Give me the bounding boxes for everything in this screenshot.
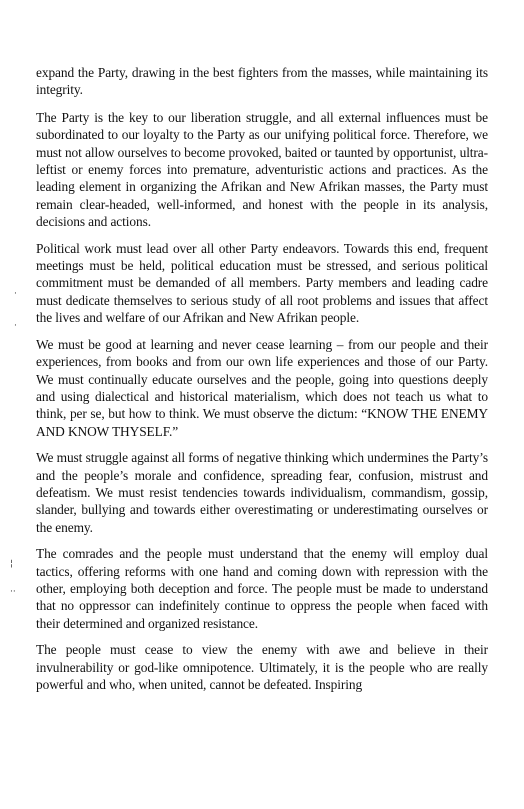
paragraph-4: We must be good at learning and never cease learning – from our people and their experiences, from books and from our own life experiences and those of our Party. We must continually educate ourselves and the people, going into questions deeply and using dialectical and historical materialism, which does not teach us what to think, per se, but how to think. We must observe the dictum: “KNOW THE ENEMY AND KNOW THYSELF.” — [36, 336, 488, 439]
paragraph-5: We must struggle against all forms of negative thinking which undermines the Party’s and the people’s morale and confidence, spreading fear, confusion, mistrust and defeatism. We must resist tendencies towards individualism, commandism, gossip, slander, bullying and towards either overestimating or underestimating ourselves or the enemy. — [36, 450, 488, 535]
margin-mark: · — [14, 321, 17, 331]
body-text — [36, 64, 488, 702]
margin-mark: · — [14, 289, 17, 299]
paragraph-6: The comrades and the people must understand that the enemy will employ dual tactics, offering reforms with one hand and coming down with repression with the other, employing both deception and force. The people must be made to understand that no oppressor can indefinitely continue to oppress the people when faced with their determined and organized resistance. — [36, 546, 488, 631]
paragraph-7: The people must cease to view the enemy with awe and believe in their invulnerability or god-like omnipotence. Ultimately, it is the people who are really powerful and who, when united, cannot be defeated. Inspiring — [36, 642, 488, 692]
margin-mark: ·· — [10, 587, 16, 597]
paragraph-1: expand the Party, drawing in the best fighters from the masses, while maintaining its integrity. — [36, 65, 488, 98]
margin-mark: ¦ — [10, 559, 14, 569]
paragraph-2: The Party is the key to our liberation struggle, and all external influences must be subordinated to our loyalty to the Party as our unifying political force. Therefore, we must not allow ourselves to become provoked, baited or taunted by opportunist, ultra-leftist or enemy forces into premature, adventuristic actions and practices. As the leading element in organizing the Afrikan and New Afrikan masses, the Party must remain clear-headed, well-informed, and honest with the people in its analysis, decisions and actions. — [36, 109, 488, 230]
paragraph-3: Political work must lead over all other Party endeavors. Towards this end, frequent meetings must be held, political education must be stressed, and serious political commitment must be demanded of all members. Party members and leading cadre must dedicate themselves to serious study of all root problems and issues that affect the lives and welfare of our Afrikan and New Afrikan people. — [36, 240, 488, 326]
